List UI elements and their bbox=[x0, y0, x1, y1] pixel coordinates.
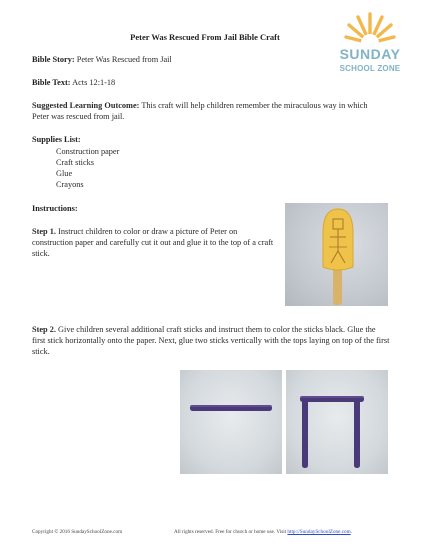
horizontal-stick-image bbox=[180, 370, 282, 474]
logo-wordmark-top: SUNDAY bbox=[339, 46, 401, 62]
bible-story-label: Bible Story: bbox=[32, 55, 75, 64]
footer-copyright: Copyright © 2016 SundaySchoolZone.com bbox=[32, 529, 123, 535]
step-2-label: Step 2. bbox=[32, 325, 56, 334]
supplies-list bbox=[56, 146, 119, 190]
bible-text-value: Acts 12:1-18 bbox=[70, 78, 116, 87]
footer-rights bbox=[174, 529, 352, 535]
bible-story-line bbox=[32, 54, 172, 65]
step-2 bbox=[32, 324, 390, 357]
jail-bars-image bbox=[286, 370, 388, 474]
step-1 bbox=[32, 226, 278, 259]
supplies-label: Supplies List: bbox=[32, 135, 81, 144]
supply-item: Construction paper bbox=[56, 147, 120, 156]
step-2-text: Give children several additional craft sticks and instruct them to color the sticks black. Glue the first stick horizontally onto the paper. Next, glue two sticks vertically with the tops laying on top of the first stick. bbox=[32, 325, 390, 356]
supply-item: Crayons bbox=[56, 180, 84, 189]
peter-craft-stick-image bbox=[285, 203, 388, 306]
instructions-heading bbox=[32, 203, 78, 214]
bible-text-line bbox=[32, 77, 115, 88]
footer-website-link[interactable]: http://SundaySchoolZone.com bbox=[287, 529, 351, 535]
step-1-photo bbox=[285, 203, 388, 306]
supply-item: Glue bbox=[56, 169, 73, 178]
learning-outcome bbox=[32, 100, 382, 122]
footer-period: . bbox=[350, 529, 352, 535]
footer-rights-text: All rights reserved. Free for church or home use. Visit bbox=[174, 529, 288, 535]
instructions-label: Instructions: bbox=[32, 204, 78, 213]
learning-outcome-label: Suggested Learning Outcome: bbox=[32, 101, 140, 110]
bible-story-value: Peter Was Rescued from Jail bbox=[74, 55, 172, 64]
step-2-photo-horizontal bbox=[180, 370, 282, 474]
logo-wordmark-bottom: SCHOOL ZONE bbox=[339, 64, 401, 73]
sunday-school-zone-logo bbox=[334, 10, 406, 80]
step-1-label: Step 1. bbox=[32, 227, 56, 236]
bible-text-label: Bible Text: bbox=[32, 78, 71, 87]
sun-icon bbox=[344, 10, 396, 46]
page-title: Peter Was Rescued From Jail Bible Craft bbox=[130, 32, 280, 42]
supplies-heading bbox=[32, 134, 81, 145]
learning-outcome-text: This craft will help children remember the miraculous way in which Peter was rescued from jail. bbox=[32, 101, 368, 121]
step-2-photo-jail-bars bbox=[286, 370, 388, 474]
supply-item: Craft sticks bbox=[56, 158, 95, 167]
step-1-text: Instruct children to color or draw a picture of Peter on construction paper and carefully cut it out and glue it to the top of a craft stick. bbox=[32, 227, 274, 258]
